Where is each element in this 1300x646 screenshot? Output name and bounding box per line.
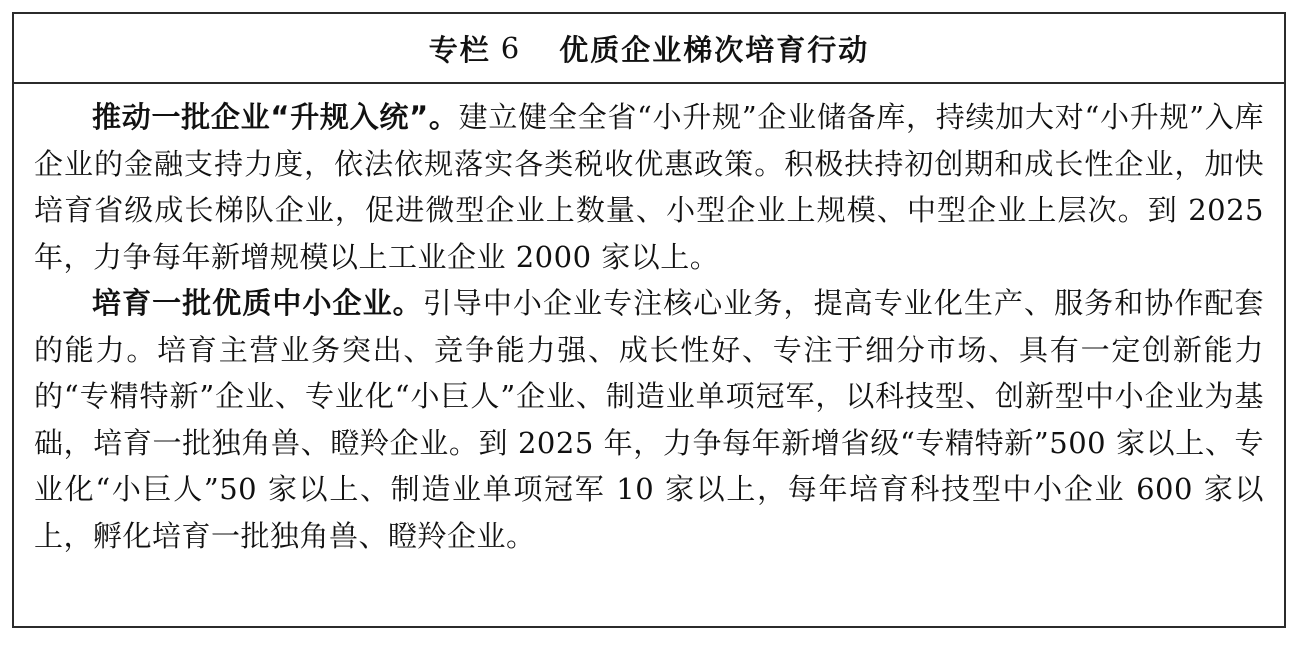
- column-header: [14, 14, 1284, 84]
- paragraph-quality-smes: [34, 280, 1264, 559]
- column-label: 专栏: [428, 32, 491, 67]
- paragraph-body: 建立健全全省“小升规”企业储备库，持续加大对“小升规”入库企业的金融支持力度，依法依规落实各类税收优惠政策。积极扶持初创期和成长性企业，加快培育省级成长梯队企业，促进微型企业上数量、小型企业上规模、中型企业上层次。到 2025 年，力争每年新增规模以上工业企业 2000 家以上。: [34, 100, 1264, 274]
- paragraph-upgrade-enterprises: [34, 94, 1264, 280]
- paragraph-lead: 推动一批企业“升规入统”。: [92, 100, 459, 134]
- paragraph-lead: 培育一批优质中小企业。: [92, 286, 423, 320]
- column-content: [14, 84, 1284, 559]
- column-box: [12, 12, 1286, 628]
- column-number: 6: [500, 31, 522, 65]
- column-title: 优质企业梯次培育行动: [559, 32, 870, 67]
- paragraph-body: 引导中小企业专注核心业务，提高专业化生产、服务和协作配套的能力。培育主营业务突出、竞争能力强、成长性好、专注于细分市场、具有一定创新能力的“专精特新”企业、专业化“小巨人”企业、制造业单项冠军，以科技型、创新型中小企业为基础，培育一批独角兽、瞪羚企业。到 2025 年，力争每年新增省级“专精特新”500 家以上、专业化“小巨人”50 家以上、制造业单项冠军 10 家以上，每年培育科技型中小企业 600 家以上，孵化培育一批独角兽、瞪羚企业。: [34, 286, 1264, 553]
